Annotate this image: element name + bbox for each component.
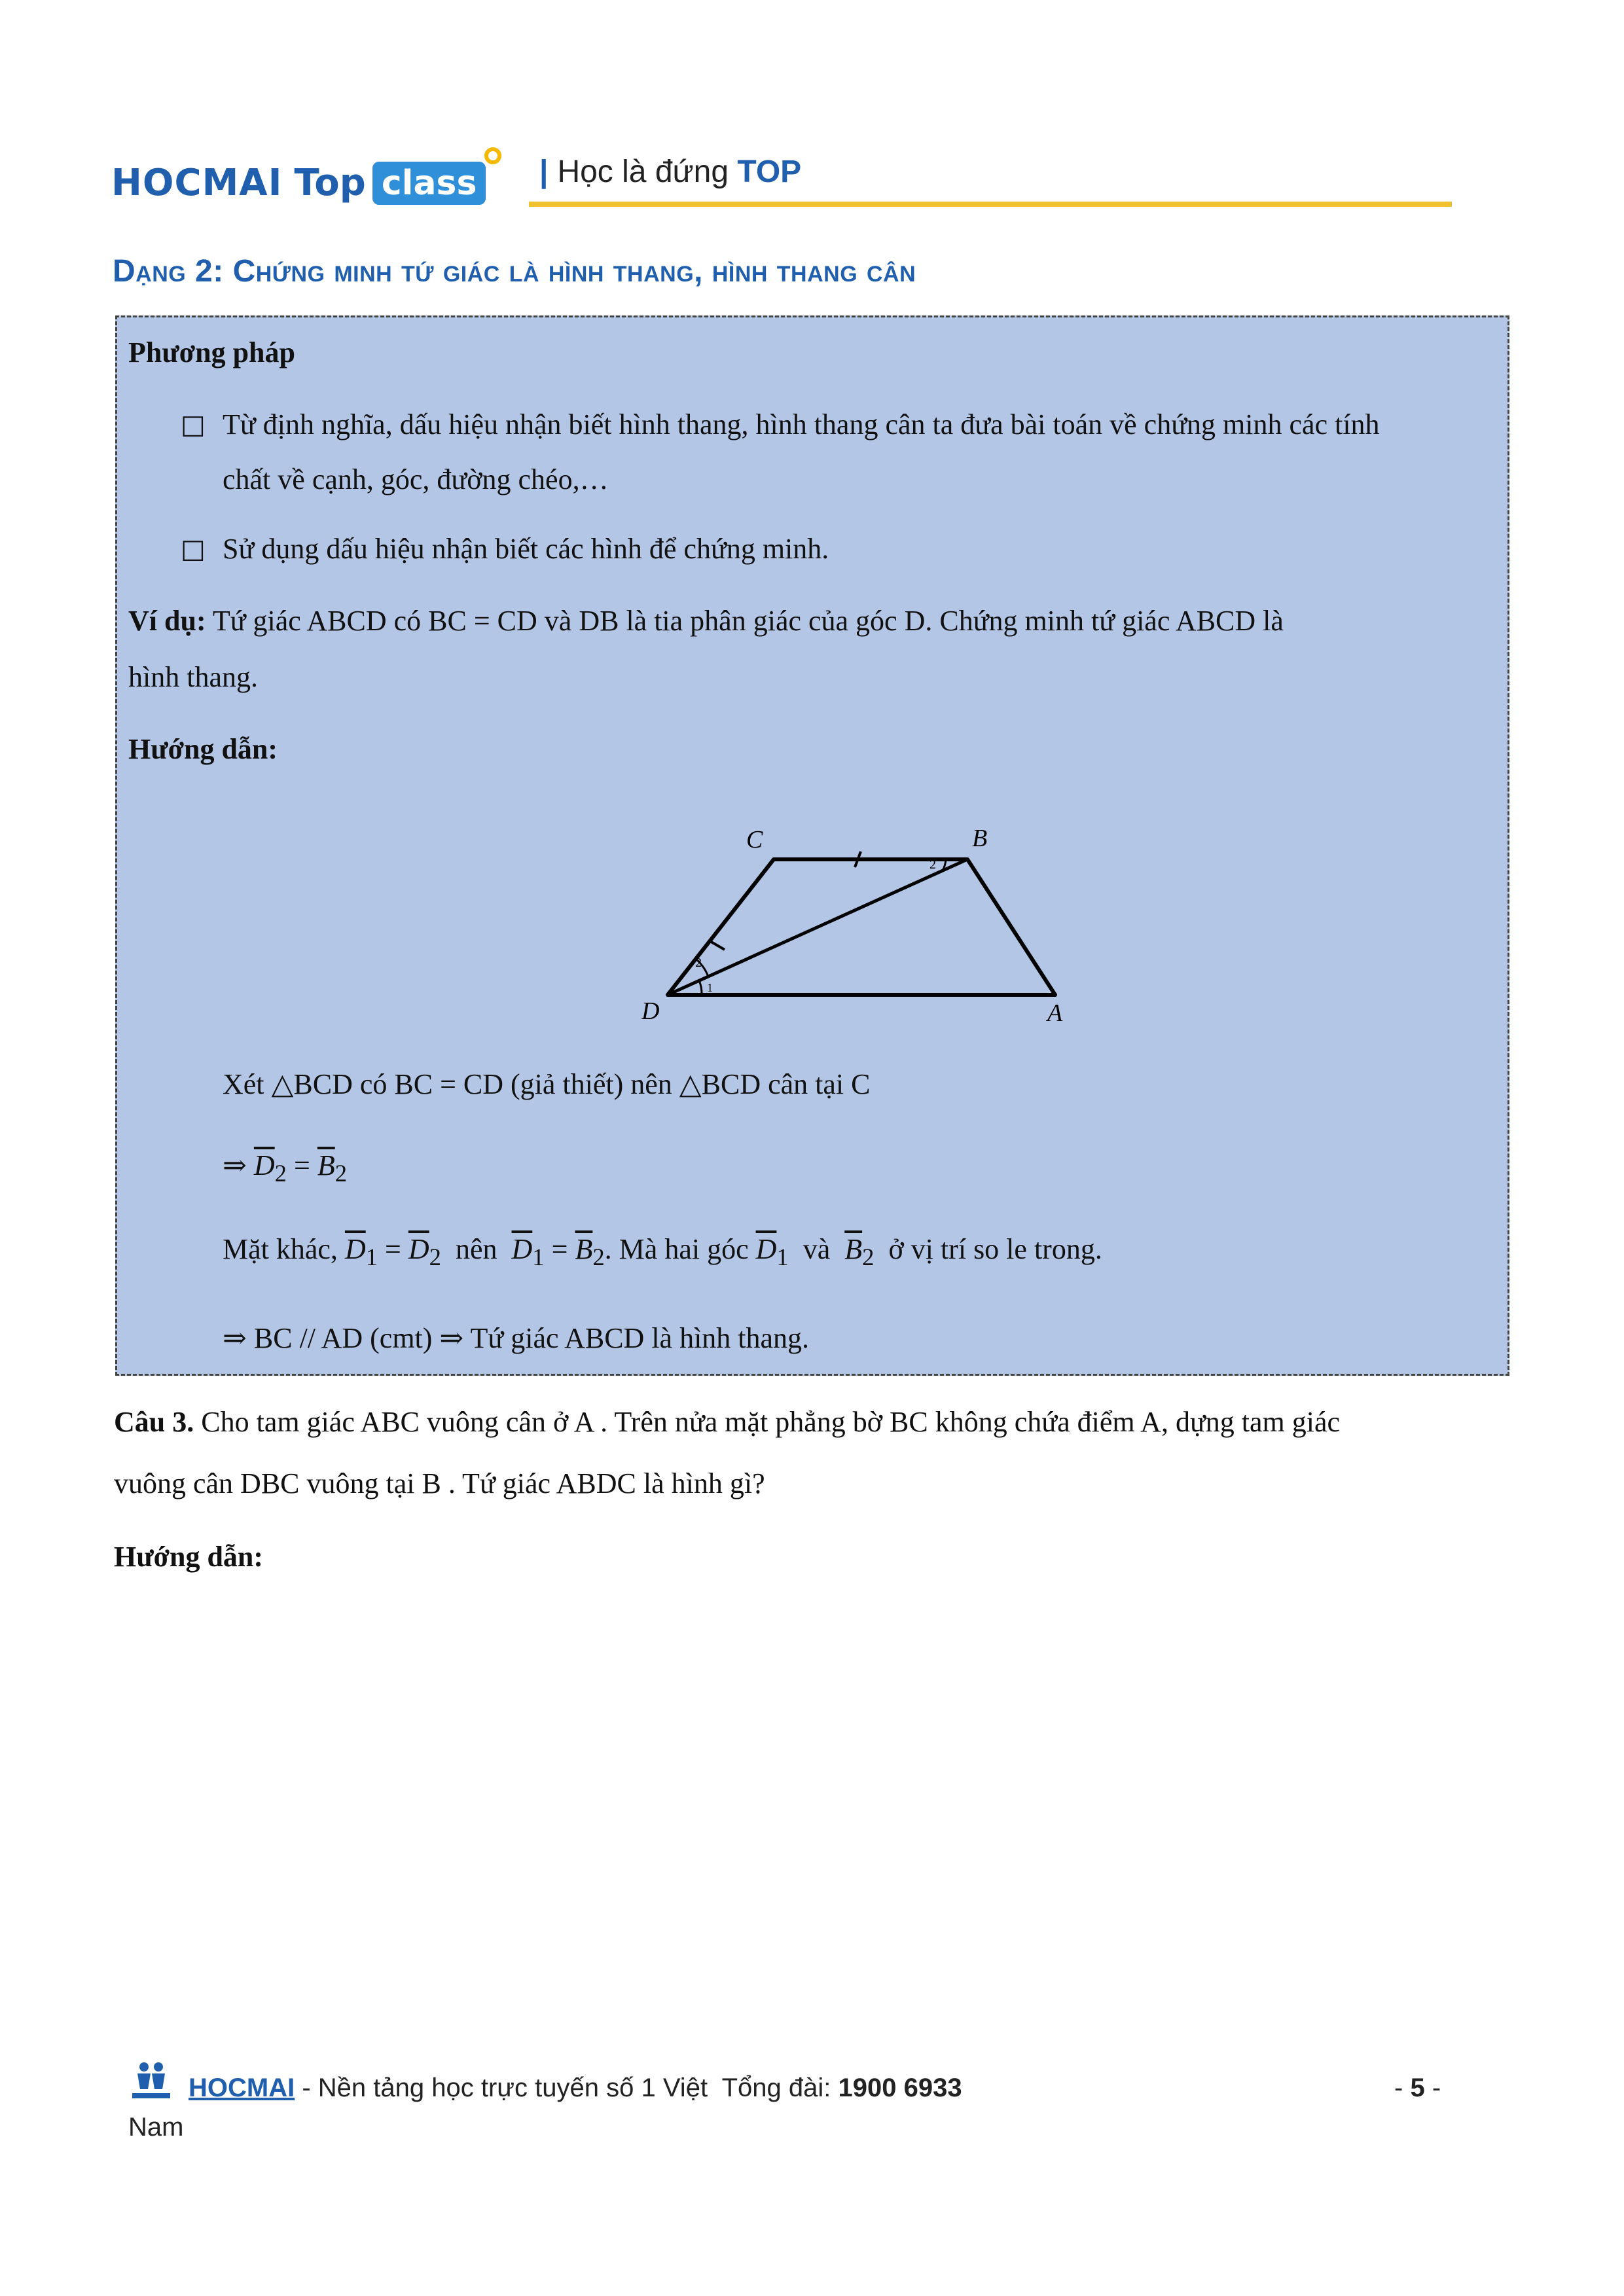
tagline-bar: |	[539, 154, 549, 189]
line3-end: . Mà hai góc	[604, 1233, 749, 1265]
angle-d: $\overline{D}$	[344, 1233, 366, 1265]
solution-line2	[223, 1147, 347, 1193]
hocmai-people-icon	[128, 2060, 174, 2102]
angle-d: $\overline{D}$	[408, 1233, 429, 1265]
example-label: Ví dụ:	[128, 605, 206, 637]
equals-sign: =	[293, 1149, 310, 1181]
gear-icon	[484, 147, 501, 164]
label-b: B	[972, 825, 988, 852]
bullet-square-icon: □	[181, 410, 206, 440]
footer-brand-link[interactable]: HOCMAI	[189, 2073, 295, 2102]
logo-class-text: class	[381, 164, 477, 203]
solution-line4: ⇒ BC // AD (cmt) ⇒ Tứ giác ABCD là hình thang.	[223, 1322, 810, 1354]
angle-b: $\overline{B}$	[575, 1233, 593, 1265]
subscript: 1	[532, 1243, 545, 1270]
guide-label: Hướng dẫn:	[128, 733, 278, 765]
tick-mark-cd	[709, 941, 725, 950]
section-title: Dạng 2: Chứng minh tứ giác là hình thang, hình thang cân	[113, 254, 916, 289]
angle-mark-b2: 2	[929, 857, 936, 872]
equals-sign: =	[551, 1233, 568, 1265]
angle-arc-d1	[699, 980, 702, 995]
subscript: 2	[334, 1159, 348, 1187]
angle-d: $\overline{D}$	[755, 1233, 777, 1265]
subscript: 2	[429, 1243, 441, 1270]
question3-label: Câu 3.	[114, 1406, 194, 1438]
solution-line1: Xét △BCD có BC = CD (giả thiết) nên △BCD cân tại C	[223, 1068, 871, 1100]
equals-sign: =	[385, 1233, 401, 1265]
header-divider	[529, 202, 1452, 207]
bullet2-text: Sử dụng dấu hiệu nhận biết các hình để chứng minh.	[223, 533, 829, 565]
question3-text: Cho tam giác ABC vuông cân ở A . Trên nửa mặt phẳng bờ BC không chứa điểm A, dựng tam giác	[201, 1406, 1341, 1438]
page-suffix: -	[1432, 2073, 1441, 2102]
solution-line3	[223, 1230, 1102, 1276]
subscript: 1	[365, 1243, 378, 1270]
tagline-text: Học là đứng	[557, 154, 729, 189]
question3-line1	[114, 1403, 1340, 1441]
angle-mark-d2: 2	[695, 956, 702, 970]
subscript: 2	[862, 1243, 875, 1270]
example-line2: hình thang.	[128, 661, 258, 693]
page-number	[1394, 2070, 1441, 2106]
trapezoid-diagram	[641, 795, 1067, 1031]
label-c: C	[746, 826, 763, 853]
trapezoid-abcd	[668, 859, 1055, 995]
footer-hotline: 1900 6933	[838, 2073, 962, 2102]
question3-line2: vuông cân DBC vuông tại B . Tứ giác ABDC là hình gì?	[114, 1467, 765, 1499]
subscript: 2	[592, 1243, 605, 1270]
header-tagline	[539, 149, 801, 195]
subscript: 2	[274, 1159, 287, 1187]
example-line1	[128, 602, 1284, 640]
line3-tail: ở vị trí so le trong.	[888, 1233, 1102, 1265]
page-prefix: -	[1394, 2073, 1403, 2102]
footer-hotline-label: Tổng đài:	[721, 2073, 831, 2102]
logo-hocmai-text: HOCMAI	[111, 162, 283, 204]
example-text: Tứ giác ABCD có BC = CD và DB là tia phân giác của góc D. Chứng minh tứ giác ABCD là	[212, 605, 1284, 637]
footer-tail: Nam	[128, 2113, 184, 2142]
diagonal-db	[668, 859, 967, 995]
line3-start: Mặt khác,	[223, 1233, 338, 1265]
label-a: A	[1047, 999, 1063, 1027]
bullet-square-icon: □	[181, 534, 206, 564]
tagline-top: TOP	[737, 154, 802, 189]
footer-slogan: - Nền tảng học trực tuyến số 1 Việt	[302, 2073, 708, 2102]
angle-mark-d1: 1	[707, 981, 713, 994]
bullet1-line2: chất về cạnh, góc, đường chéo,…	[223, 463, 609, 495]
hocmai-topclass-logo	[111, 147, 486, 206]
footer-text	[189, 2070, 962, 2106]
logo-top-text: Top	[294, 162, 366, 204]
line3-nen: nên	[455, 1233, 497, 1265]
page-number-value: 5	[1410, 2073, 1425, 2102]
label-d: D	[641, 997, 660, 1025]
logo-class-badge	[372, 162, 486, 205]
angle-d: $\overline{D}$	[253, 1149, 275, 1181]
angle-b: $\overline{B}$	[844, 1233, 863, 1265]
subscript: 1	[776, 1243, 789, 1270]
angle-d: $\overline{D}$	[511, 1233, 533, 1265]
method-heading: Phương pháp	[128, 336, 295, 368]
bullet1-line1: Từ định nghĩa, dấu hiệu nhận biết hình thang, hình thang cân ta đưa bài toán về chứng minh các tính	[223, 408, 1380, 440]
angle-b: $\overline{B}$	[317, 1149, 335, 1181]
question3-guide-label: Hướng dẫn:	[114, 1541, 264, 1573]
implies-symbol: ⇒	[223, 1149, 247, 1181]
line3-va: và	[803, 1233, 831, 1265]
